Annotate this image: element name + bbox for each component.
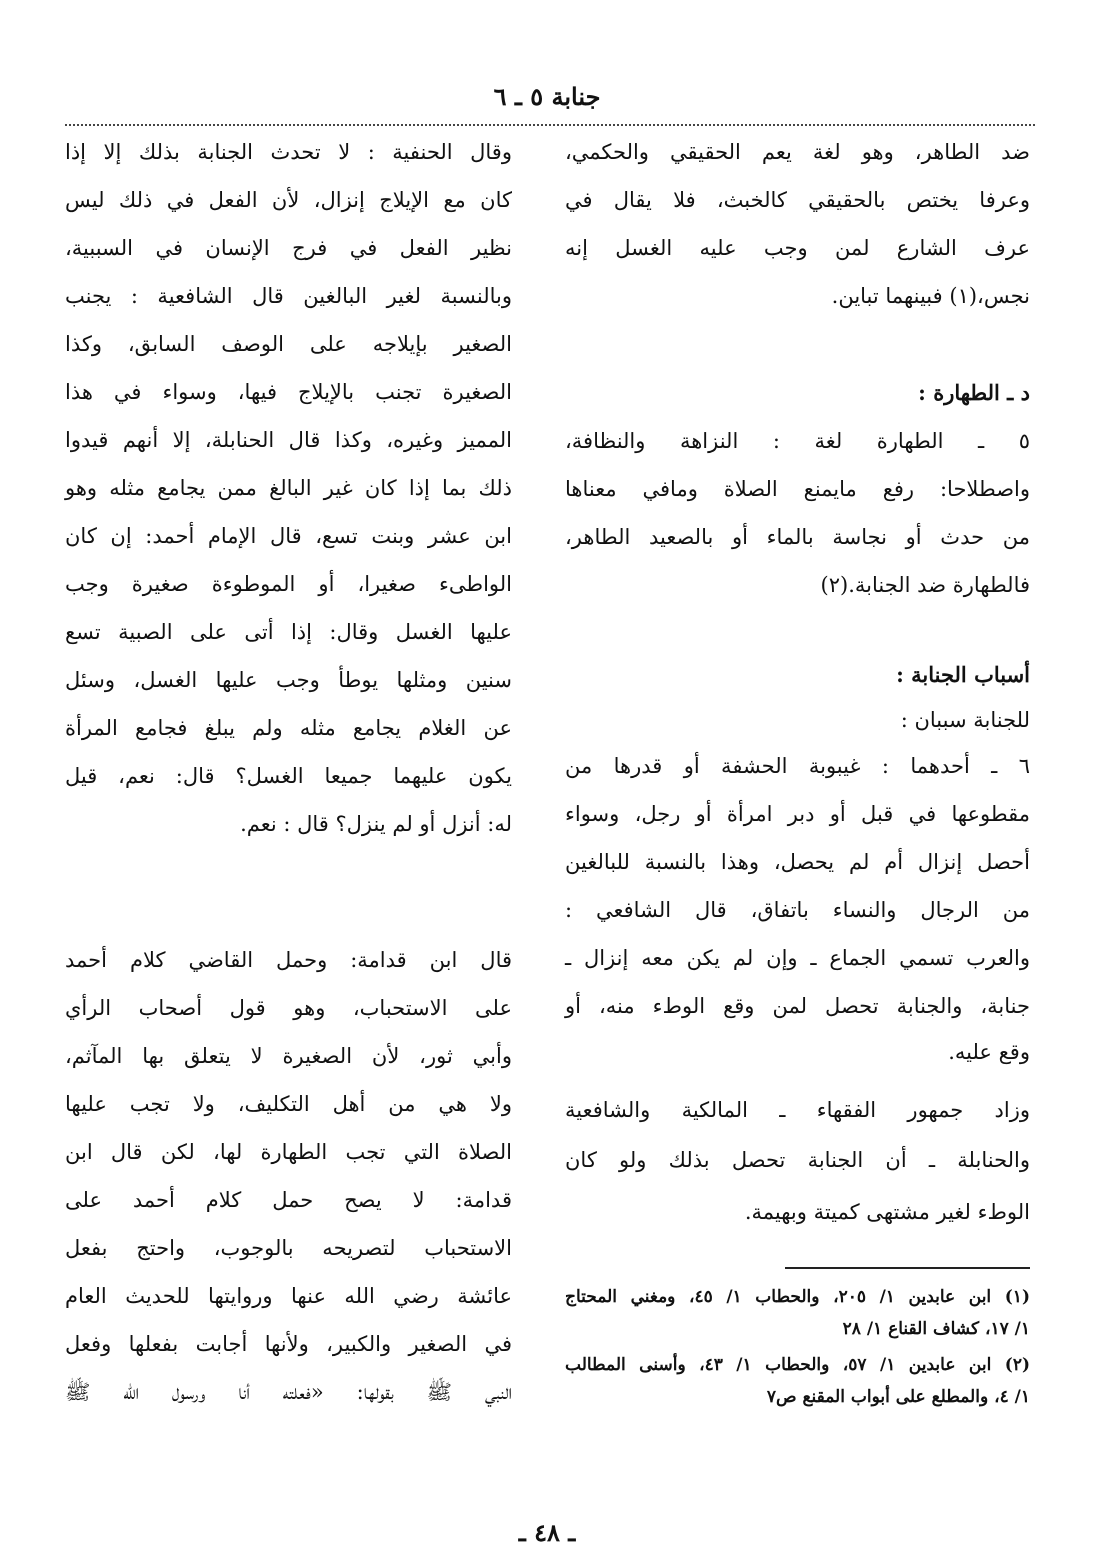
right-column-line: وزاد جمهور الفقهاء ـ المالكية والشافعية bbox=[565, 1098, 1030, 1122]
left-column-line: ابن عشر وبنت تسع، قال الإمام أحمد: إن كان bbox=[65, 524, 512, 548]
right-column-line: ٦ ـ أحدهما : غيبوبة الحشفة أو قدرها من bbox=[565, 754, 1030, 778]
header-divider bbox=[65, 124, 1035, 126]
left-column-line: النبي ﷺ بقولها: «فعلته أنا ورسول الله ﷺ bbox=[65, 1380, 512, 1404]
left-column-line: سنين ومثلها يوطأ وجب عليها الغسل، وسئل bbox=[65, 668, 512, 692]
right-column-line: جنابة، والجنابة تحصل لمن وقع الوطء منه، أو bbox=[565, 994, 1030, 1018]
left-column-line: المميز وغيره، وكذا قال الحنابلة، إلا أنهم قيدوا bbox=[65, 428, 512, 452]
right-column-line: نجس،(١) فبينهما تباين. bbox=[831, 284, 1030, 308]
left-column-line: ذلك بما إذا كان غير البالغ ممن يجامع مثله وهو bbox=[65, 476, 512, 500]
right-column-line: ٥ ـ الطهارة لغة : النزاهة والنظافة، bbox=[565, 429, 1030, 453]
footnote-rule bbox=[785, 1267, 1030, 1269]
right-column-line: أحصل إنزال أم لم يحصل، وهذا بالنسبة للبالغين bbox=[565, 850, 1030, 874]
left-column-line: وأبي ثور، لأن الصغيرة لا يتعلق بها المآثم، bbox=[65, 1044, 512, 1068]
running-header: جنابة ٥ ـ ٦ bbox=[493, 82, 601, 111]
right-column-line: والحنابلة ـ أن الجنابة تحصل بذلك ولو كان bbox=[565, 1148, 1030, 1172]
left-column-line: عن الغلام يجامع مثله ولم يبلغ فجامع المرأة bbox=[65, 716, 512, 740]
left-column-line: كان مع الإيلاج إنزال، لأن الفعل في ذلك ليس bbox=[65, 188, 512, 212]
right-column-line: مقطوعها في قبل أو دبر امرأة أو رجل، وسواء bbox=[565, 802, 1030, 826]
left-column-line: الصلاة التي تجب الطهارة لها، لكن قال ابن bbox=[65, 1140, 512, 1164]
right-column-line: فالطهارة ضد الجنابة.(٢) bbox=[820, 573, 1030, 597]
right-column-line: من الرجال والنساء باتفاق، قال الشافعي : bbox=[565, 898, 1030, 922]
footnote-line: ١/ ٤، والمطلع على أبواب المقنع ص٧ bbox=[766, 1387, 1030, 1407]
footnote-line: (٢) ابن عابدين ١/ ٥٧، والحطاب ١/ ٤٣، وأسنى المطالب bbox=[565, 1355, 1030, 1375]
left-column-line: ولا هي من أهل التكليف، ولا تجب عليها bbox=[65, 1092, 512, 1116]
section-heading: د ـ الطهارة : bbox=[918, 380, 1030, 405]
right-column-line: من حدث أو نجاسة بالماء أو بالصعيد الطاهر، bbox=[565, 525, 1030, 549]
left-column-line: له: أنزل أو لم ينزل؟ قال : نعم. bbox=[240, 812, 512, 836]
left-column-line: على الاستحباب، وهو قول أصحاب الرأي bbox=[65, 996, 512, 1020]
section-heading: أسباب الجنابة : bbox=[896, 662, 1030, 687]
left-column-line: قدامة: لا يصح حمل كلام أحمد على bbox=[65, 1188, 512, 1212]
right-column-line: وعرفا يختص بالحقيقي كالخبث، فلا يقال في bbox=[565, 188, 1030, 212]
right-column-line: عرف الشارع لمن وجب عليه الغسل إنه bbox=[565, 236, 1030, 260]
footnote-line: ١/ ١٧، كشاف القناع ١/ ٢٨ bbox=[842, 1319, 1030, 1339]
right-column-line: واصطلاحا: رفع مايمنع الصلاة ومافي معناها bbox=[565, 477, 1030, 501]
left-column-line: الصغيرة تجنب بالإيلاج فيها، وسواء في هذا bbox=[65, 380, 512, 404]
right-column-line: ضد الطاهر، وهو لغة يعم الحقيقي والحكمي، bbox=[565, 140, 1030, 164]
left-column-line: وقال الحنفية : لا تحدث الجنابة بذلك إلا إذا bbox=[65, 140, 512, 164]
right-column-line: وقع عليه. bbox=[948, 1040, 1030, 1064]
left-column-line: يكون عليهما جميعا الغسل؟ قال: نعم، قيل bbox=[65, 764, 512, 788]
left-column-line: عليها الغسل وقال: إذا أتى على الصبية تسع bbox=[65, 620, 512, 644]
left-column-line: نظير الفعل في فرج الإنسان في السببية، bbox=[65, 236, 512, 260]
left-column-line: الصغير بإيلاجه على الوصف السابق، وكذا bbox=[65, 332, 512, 356]
right-column-line: الوطء لغير مشتهى كميتة وبهيمة. bbox=[744, 1200, 1030, 1224]
right-column-line: للجنابة سببان : bbox=[900, 708, 1030, 732]
right-column-line: والعرب تسمي الجماع ـ وإن لم يكن معه إنزال ـ bbox=[565, 946, 1030, 970]
left-column-line: الواطىء صغيرا، أو الموطوءة صغيرة وجب bbox=[65, 572, 512, 596]
left-column-line: وبالنسبة لغير البالغين قال الشافعية : يجنب bbox=[65, 284, 512, 308]
left-column-line: عائشة رضي الله عنها وروايتها للحديث العام bbox=[65, 1284, 512, 1308]
left-column-line: الاستحباب لتصريحه بالوجوب، واحتج بفعل bbox=[65, 1236, 512, 1260]
page-number: ـ ٤٨ ـ bbox=[518, 1518, 576, 1547]
left-column-line: قال ابن قدامة: وحمل القاضي كلام أحمد bbox=[65, 948, 512, 972]
footnote-line: (١) ابن عابدين ١/ ٢٠٥، والحطاب ١/ ٤٥، ومغني المحتاج bbox=[565, 1287, 1030, 1307]
left-column-line: في الصغير والكبير، ولأنها أجابت بفعلها وفعل bbox=[65, 1332, 512, 1356]
